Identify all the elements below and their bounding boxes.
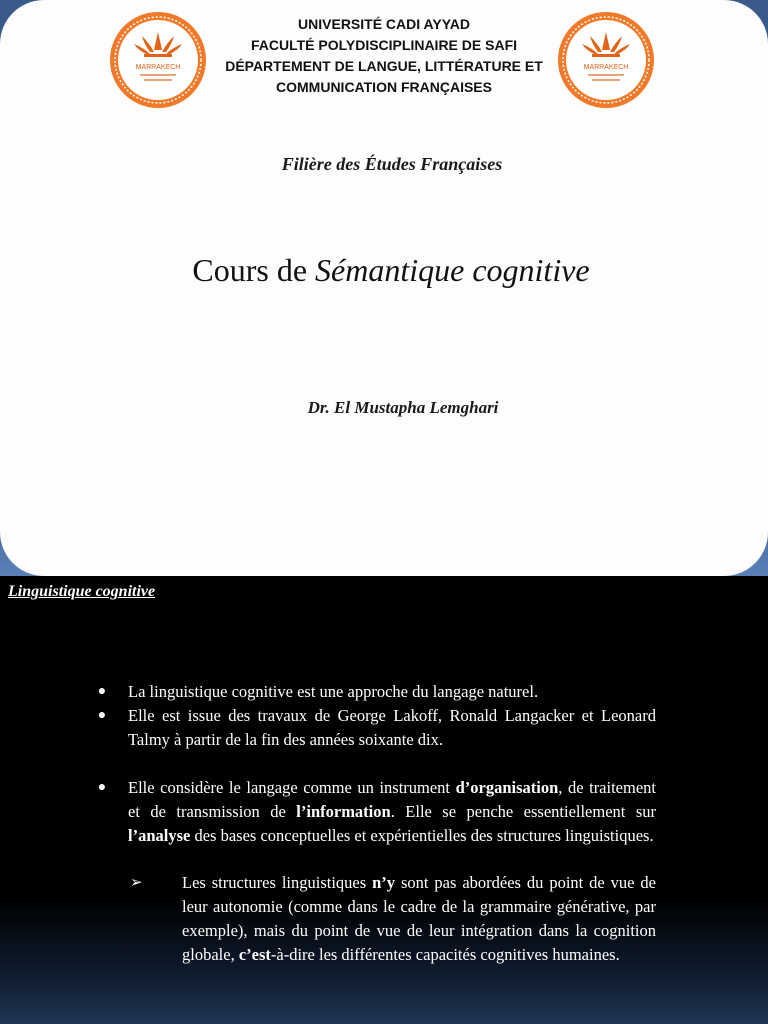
svg-text:MARRAKECH: MARRAKECH [583, 64, 629, 71]
course-title-prefix: Cours de [192, 252, 316, 288]
university-seal-icon [106, 10, 210, 110]
section-title: Linguistique cognitive [8, 583, 156, 600]
sub-list-item [130, 871, 656, 967]
content-slide [0, 576, 768, 1024]
bullet-text: La linguistique cognitive est une approche du langage naturel. [128, 682, 539, 701]
header-line: FACULTÉ POLYDISCIPLINAIRE DE SAFI [250, 37, 518, 53]
arrow-bullet-icon: ➢ [130, 875, 143, 891]
university-logo-left [106, 10, 210, 110]
bullet-icon: ● [97, 684, 107, 699]
program-name: Filière des Études Françaises [281, 154, 503, 174]
university-seal-icon [554, 10, 658, 110]
list-item [96, 776, 656, 848]
bullet-list [96, 680, 656, 967]
header-line: DÉPARTEMENT DE LANGUE, LITTÉRATURE ET [225, 58, 543, 74]
bullet-text: Elle considère le langage comme un instrument d’organisation, de traitement et de transmission de l’information. Elle se penche essentiellement sur l’analyse des bases conceptuelles et expérientielles des structures linguistiques. [128, 778, 656, 845]
bullet-icon: ● [97, 780, 107, 795]
university-header [210, 14, 558, 98]
author-name: Dr. El Mustapha Lemghari [307, 398, 499, 417]
list-item [96, 680, 656, 704]
header-line: COMMUNICATION FRANÇAISES [276, 79, 492, 95]
bullet-text: Elle est issue des travaux de George Lakoff, Ronald Langacker et Leonard Talmy à partir de la fin des années soixante dix. [128, 706, 656, 749]
university-logo-right [554, 10, 658, 110]
course-title-subject: Sémantique cognitive [315, 252, 590, 288]
list-item [96, 704, 656, 752]
sub-bullet-text: Les structures linguistiques n’y sont pas abordées du point de vue de leur autonomie (comme dans le cadre de la grammaire générative, par exemple), mais du point de vue de leur intégration dans la cognition globale, c’est-à-dire les différentes capacités cognitives humaines. [182, 873, 656, 964]
bullet-icon: ● [97, 708, 107, 723]
header-line: UNIVERSITÉ CADI AYYAD [298, 16, 470, 32]
course-title [0, 252, 768, 289]
svg-text:MARRAKECH: MARRAKECH [135, 64, 181, 71]
